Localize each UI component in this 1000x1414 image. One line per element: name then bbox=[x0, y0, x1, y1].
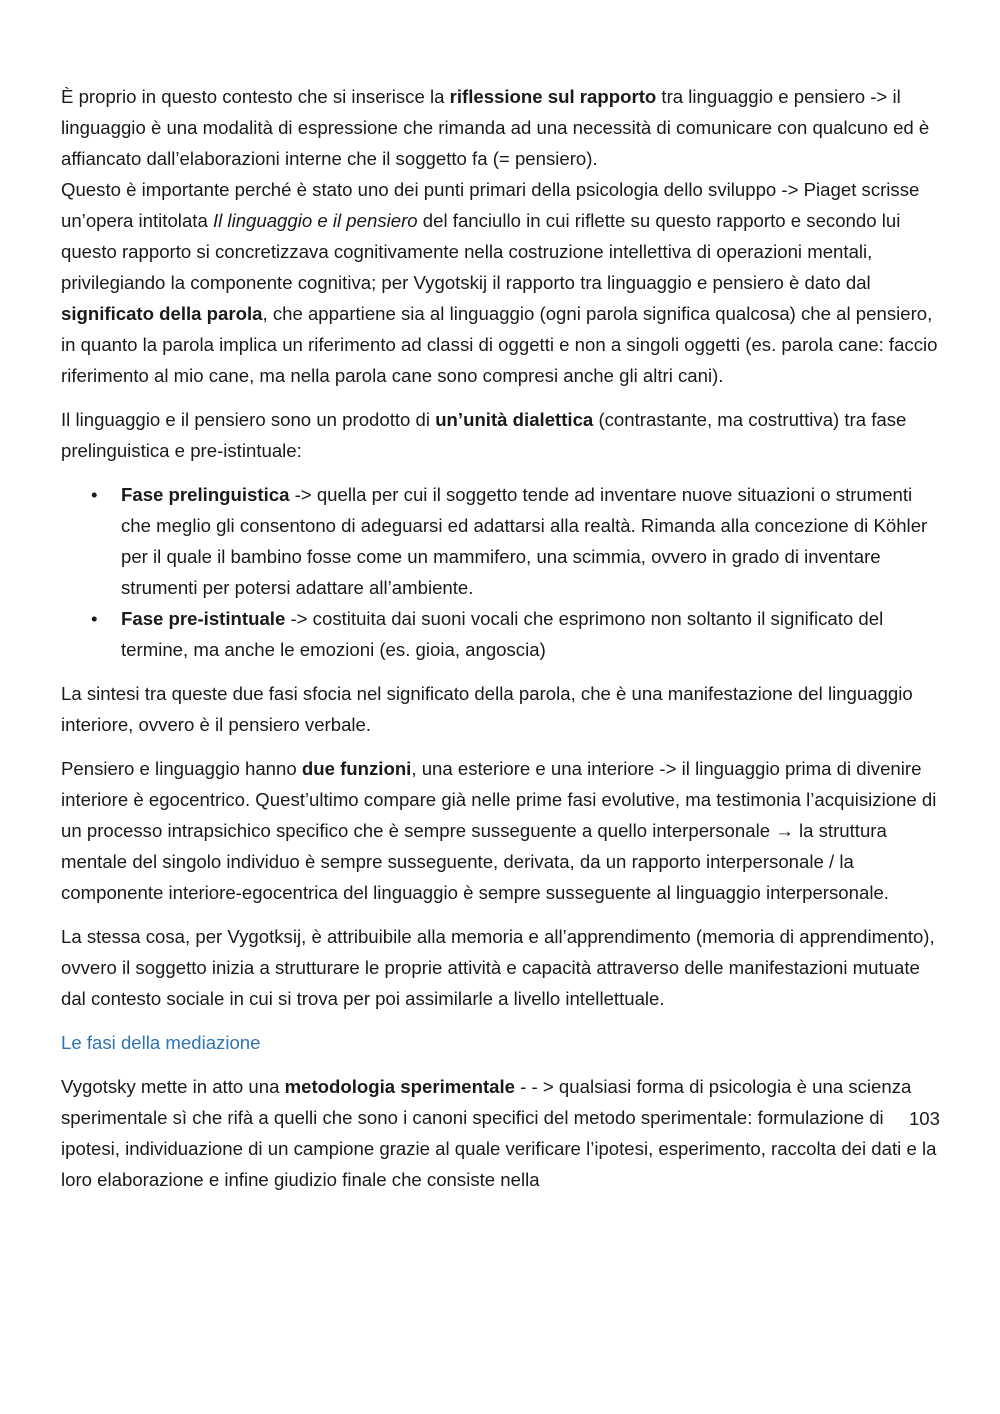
page-number: 103 bbox=[908, 1108, 940, 1129]
paragraph-2: Questo è importante perché è stato uno dei punti primari della psicologia dello sviluppo -> Piaget scrisse un’opera intitolata Il linguaggio e il pensiero del fanciullo in cui riflette su questo rapporto e secondo lui questo rapporto si concretizzava cognitivamente nella costruzione intellettiva di operazioni mentali, privilegiando la componente cognitiva; per Vygotskij il rapporto tra linguaggio e pensiero è dato dal significato della parola, che appartiene sia al linguaggio (ogni parola significa qualcosa) che al pensiero, in quanto la parola implica un riferimento ad classi di oggetti e non a singoli oggetti (es. parola cane: faccio riferimento al mio cane, ma nella parola cane sono compresi anche gli altri cani). bbox=[61, 179, 938, 386]
bold-term: metodologia sperimentale bbox=[284, 1076, 516, 1097]
book-title: Il linguaggio e il pensiero bbox=[212, 210, 418, 231]
bullet-list bbox=[61, 479, 941, 665]
bold-term: riflessione sul rapporto bbox=[449, 86, 657, 107]
paragraph-3: Il linguaggio e il pensiero sono un prodotto di un’unità dialettica (contrastante, ma costruttiva) tra fase prelinguistica e pre-istintuale: bbox=[61, 409, 907, 461]
section-heading: Le fasi della mediazione bbox=[61, 1032, 261, 1053]
document-body bbox=[61, 81, 941, 1208]
bold-term: un’unità dialettica bbox=[435, 409, 594, 430]
paragraph-6: La stessa cosa, per Vygotksij, è attribuibile alla memoria e all’apprendimento (memoria di apprendimento), ovvero il soggetto inizia a strutturare le proprie attività e capacità attraverso delle manifestazioni mutuate dal contesto sociale in cui si trova per poi assimilarle a livello intellettuale. bbox=[61, 926, 935, 1009]
arrow-icon: → bbox=[775, 820, 794, 841]
paragraph-7: Vygotsky mette in atto una metodologia sperimentale - - > qualsiasi forma di psicologia è una scienza sperimentale sì che rifà a quelli che sono i canoni specifici del metodo sperimentale: formulazione di ipotesi, individuazione di un campione grazie al quale verificare l’ipotesi, esperimento, raccolta dei dati e la loro elaborazione e infine giudizio finale che consiste nella bbox=[61, 1076, 937, 1190]
bold-term: Fase prelinguistica bbox=[121, 484, 290, 505]
bold-term: Fase pre-istintuale bbox=[121, 608, 286, 629]
bold-term: due funzioni bbox=[301, 758, 412, 779]
list-item: • Fase pre-istintuale -> costituita dai suoni vocali che esprimono non soltanto il significato del termine, ma anche le emozioni (es. gioia, angoscia) bbox=[121, 603, 941, 665]
bullet-icon: • bbox=[91, 484, 98, 505]
paragraph-5: Pensiero e linguaggio hanno due funzioni, una esteriore e una interiore -> il linguaggio prima di divenire interiore è egocentrico. Quest’ultimo compare già nelle prime fasi evolutive, ma testimonia l’acquisizione di un processo intrapsichico specifico che è sempre susseguente a quello interpersonale → la struttura mentale del singolo individuo è sempre susseguente, derivata, da un rapporto interpersonale / la componente interiore-egocentrica del linguaggio è sempre susseguente al linguaggio interpersonale. bbox=[61, 758, 937, 903]
bullet-icon: • bbox=[91, 608, 98, 629]
paragraph-1: È proprio in questo contesto che si inserisce la riflessione sul rapporto tra linguaggio e pensiero -> il linguaggio è una modalità di espressione che rimanda ad una necessità di comunicare con qualcuno ed è affiancato dall’elaborazioni interne che il soggetto fa (= pensiero). bbox=[61, 86, 930, 169]
bold-term: significato della parola bbox=[61, 303, 263, 324]
paragraph-4: La sintesi tra queste due fasi sfocia nel significato della parola, che è una manifestazione del linguaggio interiore, ovvero è il pensiero verbale. bbox=[61, 683, 913, 735]
list-item: • Fase prelinguistica -> quella per cui il soggetto tende ad inventare nuove situazioni o strumenti che meglio gli consentono di adeguarsi ed adattarsi alla realtà. Rimanda alla concezione di Köhler per il quale il bambino fosse come un mammifero, una scimmia, ovvero in grado di inventare strumenti per potersi adattare all’ambiente. bbox=[121, 479, 941, 603]
